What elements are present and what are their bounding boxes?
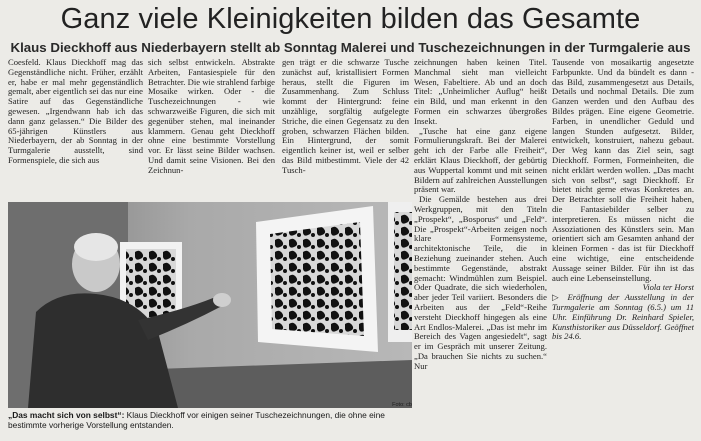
- paragraph: Coesfeld. Klaus Dieckhoff mag das Gegenständliche nicht. Früher, erzählt er, habe er mal mehr gegenständlich gemalt, aber eigentlich sei das nur eine Satire auf das Gegenständliche gewesen. „Irgendwann hab ich das dann ganz gelassen.“ Die Bilder des 65-jährigen Künstlers aus Niederbayern, der ab Sonntag in der Turmgalerie ausstellt, sind Formenspiele, die sich aus: [8, 58, 143, 165]
- exhibition-info: ▷ Eröffnung der Ausstellung in der Turmgalerie am Sonntag (6.5.) um 11 Uhr. Einführung Dr. Reinhard Spieler, Kunsthistoriker aus Düsseldorf. Geöffnet bis 24.6.: [552, 292, 694, 342]
- text-column-3: [282, 58, 409, 200]
- subheadline: Klaus Dieckhoff aus Niederbayern stellt ab Sonntag Malerei und Tuschezeichnungen in der Turmgalerie aus: [10, 40, 691, 55]
- artist-photo: [8, 202, 412, 408]
- framed-drawing-far-right: [388, 202, 412, 342]
- photo-credit: Foto: cb: [392, 402, 412, 408]
- paragraph: sich selbst entwickeln. Abstrakte Arbeiten, Fantasiespiele für den Betrachter. Die wie strahlend farbige Mosaike wirken. Oder - die Tuschezeichnungen - wie schwarzweiße Figuren, die sich mit gegenüber stehen, mal ineinander klammern. Genau geht Dieckhoff ohne eine bestimmte Vorstellung vor. Er lässt seine Bilder wachsen. Und damit seine Visionen. Bei den Zeichnun-: [148, 58, 275, 175]
- framed-drawing-right: [256, 206, 378, 352]
- text-column-2: [148, 58, 275, 200]
- caption-quote: „Das macht sich von selbst“:: [8, 410, 125, 420]
- photo-illustration: [8, 202, 412, 408]
- paragraph: Tausende von mosaikartig angesetzte Farbpunkte. Und da bündelt es dann - das Bild, zusammengesetzt aus Details, Details und nochmal Details. Die zum Ganzen werden und den Aufbau des Bildes prägen. Eine eigene Geometrie. Farben, in unendlicher Geduld und langen Stunden aufgesetzt. Bilder, entwickelt, konstruiert, nahezu gebaut. Der Weg kann das Ziel sein, sagt Dieckhoff. Formen, Formeinheiten, die nicht erklärt werden wollen. „Das macht sich von selbst“, sagt Dieckhoff. Er bietet nicht gerne etwas Konkretes an. Der Betrachter soll die Freiheit haben, die Fantasiebilder selber zu interpretieren. Es müssen nicht die Assoziationen des Künstlers sein. Man orientiert sich am Gesamten anhand der kleinen Formen - das ist für Dieckhoff eine wichtige, eine entscheidende Aussage seiner Bilder. Für ihn ist das auch eine Lebenseinstellung.: [552, 58, 694, 283]
- text-column-1: [8, 58, 143, 200]
- text-column-4: [414, 58, 547, 441]
- headline: Ganz viele Kleinigkeiten bilden das Gesamte: [60, 3, 641, 35]
- author-signature: Viola ter Horst: [642, 282, 694, 293]
- paragraph: Die Gemälde bestehen aus drei Werkgruppen, mit den Titeln „Prospekt“, „Bosporus“ und „Feld“. Die „Prospekt“-Arbeiten zeigen noch klare Formensysteme, architektonische Teile, die in Beziehung zueinander stehen. Auch bestimmte Gegenstände, abstrakt gemacht: Windmühlen zum Beispiel. Oder Quadrate, die sich wiederholen, aber jeder Teil variiert. Besonders die Arbeiten aus der „Feld“-Reihe versteht Dieckhoff hingegen als eine Art Endlos-Malerei. „Das ist mehr im Bereich des Vagen angesiedelt“, sagt er im Gespräch mit unserer Zeitung. „Da brauchen Sie nichts zu suchen.“ Nur: [414, 194, 547, 371]
- paragraph: gen trägt er die schwarze Tusche zunächst auf, kristallisiert Formen heraus, stellt die Figuren im Zusammenhang. Zum Schluss kommt der Hintergrund: feine unzählige, sorgfältig aufgelegte Striche, die einen Gegensatz zu den groben, schwarzen Flächen bilden. Ein Hintergrund, der somit eigentlich keiner ist, weil er selber das Bild mitbestimmt. Viele der 42 Tusch-: [282, 58, 409, 175]
- photo-caption: [8, 410, 412, 430]
- caption-text: Klaus Dieckhoff vor einigen seiner Tuschezeichnungen, die ohne eine bestimmte vorherige Vorstellung entstanden.: [8, 410, 385, 430]
- text-column-5: [552, 58, 694, 441]
- paragraph: zeichnungen haben keinen Titel. Manchmal sieht man vielleicht Wesen, Fabeltiere. Ab und an doch Titel: „Unheimlicher Auflug“ heißt ein Bild, und man erkennt in den Formen ein schwarzes übergroßes Insekt.: [414, 58, 547, 126]
- paragraph: „Tusche hat eine ganz eigene Formulierungskraft. Bei der Malerei geht ich der Farbe alle Freiheit“, erklärt Klaus Dieckhoff, der gebürtig aus Wuppertal kommt und mit seinen Bildern auf zahlreichen Ausstellungen präsent war.: [414, 125, 547, 195]
